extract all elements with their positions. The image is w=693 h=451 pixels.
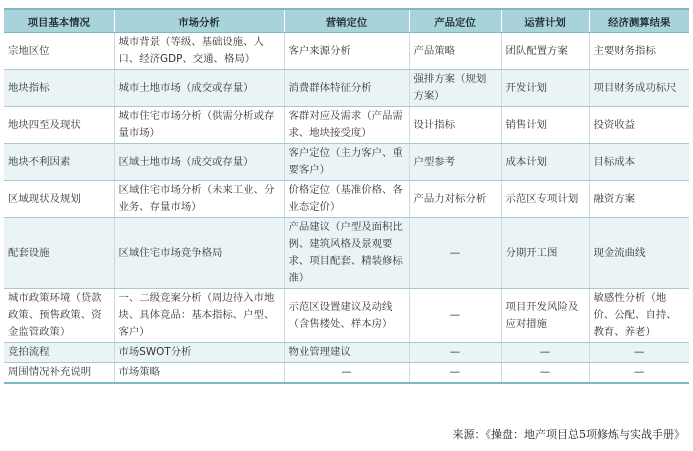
table-row — [4, 181, 689, 218]
table-cell: 城市背景（等级、基础设施、人口、经济GDP、交通、格局） — [114, 33, 284, 70]
table-cell: 城市政策环境（贷款政策、预售政策、资金监管政策） — [4, 289, 114, 343]
table-cell: — — [589, 363, 689, 384]
table-cell: 强排方案（规划方案） — [409, 70, 501, 107]
table-cell: — — [409, 343, 501, 363]
table-cell: 价格定位（基准价格、各业态定价） — [284, 181, 409, 218]
table-cell: 示范区专项计划 — [501, 181, 589, 218]
table-header-row — [4, 9, 689, 33]
table-cell: — — [409, 218, 501, 289]
table-cell: 目标成本 — [589, 144, 689, 181]
table-cell: 市场策略 — [114, 363, 284, 384]
table-row — [4, 70, 689, 107]
table-cell: 投资收益 — [589, 107, 689, 144]
table-cell: 区域住宅市场分析（未来工业、分业务、存量市场） — [114, 181, 284, 218]
table-cell: — — [409, 289, 501, 343]
table-cell: 消费群体特征分析 — [284, 70, 409, 107]
source-caption: 来源：《操盘：地产项目总5项修炼与实战手册》 — [452, 428, 685, 441]
table-cell: 客群对应及需求（产品需求、地块接受度） — [284, 107, 409, 144]
header-product-positioning: 产品定位 — [409, 9, 501, 33]
table-cell: 户型参考 — [409, 144, 501, 181]
table-cell: 设计指标 — [409, 107, 501, 144]
table-cell: 地块不利因素 — [4, 144, 114, 181]
table-cell: 区域现状及规划 — [4, 181, 114, 218]
table-row — [4, 144, 689, 181]
table-cell: 开发计划 — [501, 70, 589, 107]
table-cell: 地块四至及现状 — [4, 107, 114, 144]
table-row — [4, 343, 689, 363]
planning-table — [4, 8, 689, 384]
table-cell: 客户来源分析 — [284, 33, 409, 70]
table-cell: — — [501, 363, 589, 384]
table-cell: 成本计划 — [501, 144, 589, 181]
table-cell: 融资方案 — [589, 181, 689, 218]
table-cell: — — [501, 343, 589, 363]
table-cell: 项目财务成功标尺 — [589, 70, 689, 107]
table-cell: 配套设施 — [4, 218, 114, 289]
table-cell: — — [409, 363, 501, 384]
table-cell: — — [284, 363, 409, 384]
table-cell: 示范区设置建议及动线（含售楼处、样本房） — [284, 289, 409, 343]
header-operation-plan: 运营计划 — [501, 9, 589, 33]
header-market-analysis: 市场分析 — [114, 9, 284, 33]
table-row — [4, 33, 689, 70]
header-marketing-positioning: 营销定位 — [284, 9, 409, 33]
table-cell: 分期开工图 — [501, 218, 589, 289]
table-row — [4, 289, 689, 343]
table-cell: 团队配置方案 — [501, 33, 589, 70]
table-cell: 宗地区位 — [4, 33, 114, 70]
table-cell: 产品策略 — [409, 33, 501, 70]
header-economic-result: 经济测算结果 — [589, 9, 689, 33]
table-row — [4, 363, 689, 384]
table-cell: — — [589, 343, 689, 363]
table-cell: 物业管理建议 — [284, 343, 409, 363]
table-cell: 客户定位（主力客户、重要客户） — [284, 144, 409, 181]
table-cell: 竞拍流程 — [4, 343, 114, 363]
table-cell: 市场SWOT分析 — [114, 343, 284, 363]
table-cell: 销售计划 — [501, 107, 589, 144]
table-cell: 城市土地市场（成交或存量） — [114, 70, 284, 107]
table-cell: 一、二级竞案分析（周边待入市地块、具体竞品：基本指标、户型、客户） — [114, 289, 284, 343]
table-cell: 区域住宅市场竞争格局 — [114, 218, 284, 289]
table-cell: 城市住宅市场分析（供需分析或存量市场） — [114, 107, 284, 144]
table-cell: 敏感性分析（地价、公配、自持、教育、养老） — [589, 289, 689, 343]
table-row — [4, 107, 689, 144]
table-cell: 周围情况补充说明 — [4, 363, 114, 384]
table-cell: 项目开发风险及应对措施 — [501, 289, 589, 343]
table-cell: 地块指标 — [4, 70, 114, 107]
table-cell: 主要财务指标 — [589, 33, 689, 70]
table-cell: 区域土地市场（成交或存量） — [114, 144, 284, 181]
table-cell: 产品力对标分析 — [409, 181, 501, 218]
table-cell: 现金流曲线 — [589, 218, 689, 289]
table-cell: 产品建议（户型及面积比例、建筑风格及景观要求、项目配套、精装修标准） — [284, 218, 409, 289]
header-project-basics: 项目基本情况 — [4, 9, 114, 33]
table-row — [4, 218, 689, 289]
